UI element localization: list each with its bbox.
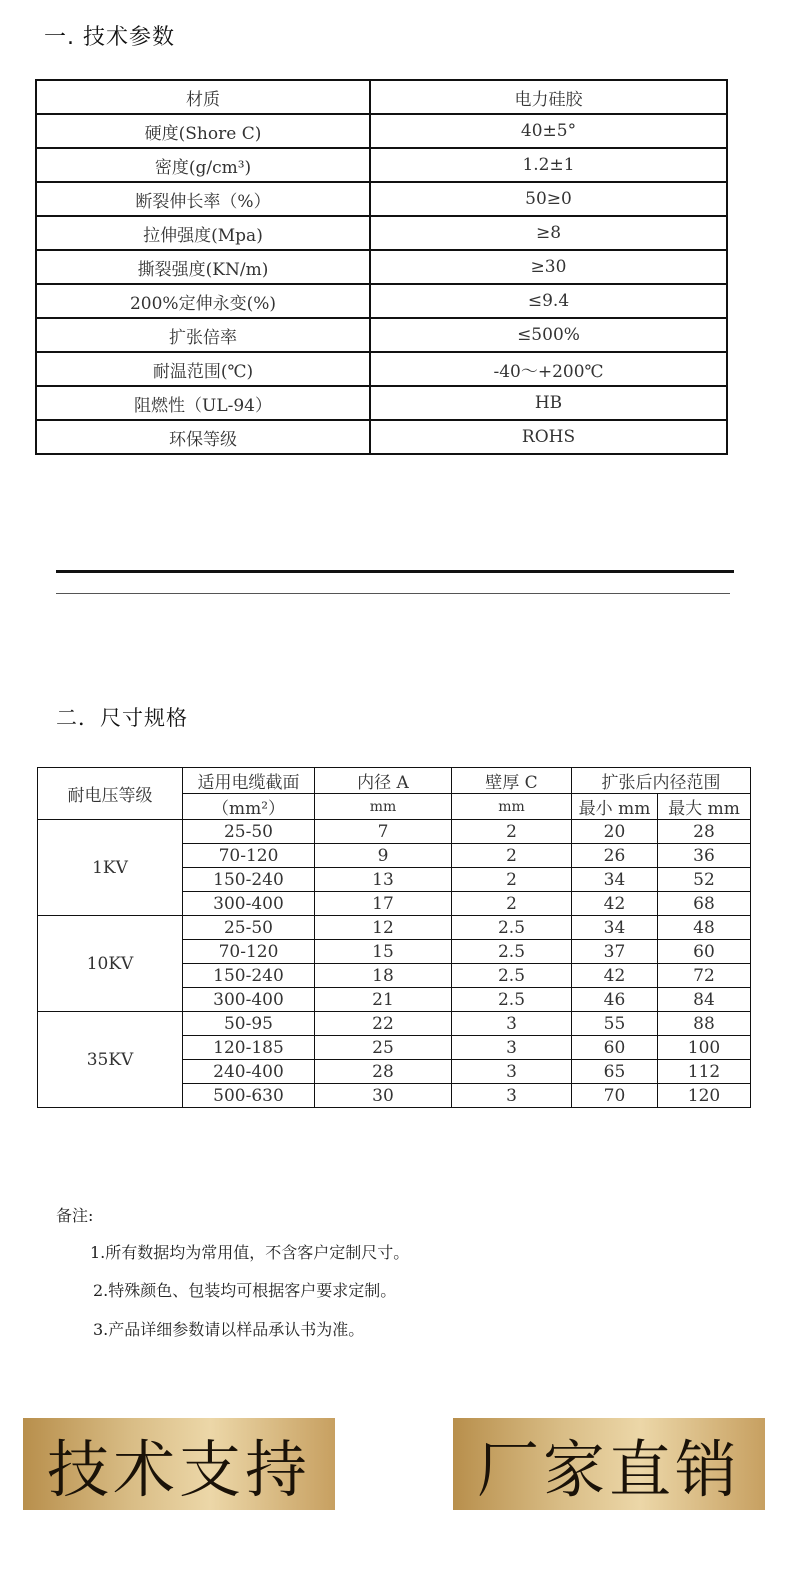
cable-section: 300-400 xyxy=(183,892,315,916)
expanded-min: 42 xyxy=(572,964,658,988)
table-row xyxy=(36,352,727,386)
voltage-class: 35KV xyxy=(38,1012,183,1108)
wall-thickness: 2.5 xyxy=(452,940,572,964)
wall-thickness: 3 xyxy=(452,1084,572,1108)
cable-section: 25-50 xyxy=(183,820,315,844)
param-name: 撕裂强度(KN/m) xyxy=(36,250,370,284)
expanded-min: 34 xyxy=(572,868,658,892)
cable-section: 70-120 xyxy=(183,844,315,868)
expanded-max: 60 xyxy=(658,940,751,964)
table-row xyxy=(36,148,727,182)
param-value: 40±5° xyxy=(370,114,727,148)
expanded-max: 36 xyxy=(658,844,751,868)
table-row xyxy=(36,250,727,284)
wall-thickness: 2.5 xyxy=(452,988,572,1012)
table-row xyxy=(38,820,751,844)
tech-support-label: 技术支持 xyxy=(46,1432,311,1506)
inner-diameter: 25 xyxy=(315,1036,452,1060)
cable-section: 25-50 xyxy=(183,916,315,940)
expanded-max: 72 xyxy=(658,964,751,988)
cable-section: 70-120 xyxy=(183,940,315,964)
table-row xyxy=(36,420,727,454)
cable-section: 50-95 xyxy=(183,1012,315,1036)
param-name: 硬度(Shore C) xyxy=(36,114,370,148)
inner-diameter: 21 xyxy=(315,988,452,1012)
wall-thickness: 2 xyxy=(452,868,572,892)
expanded-min: 34 xyxy=(572,916,658,940)
header-min: 最小 mm xyxy=(572,794,658,820)
header-max: 最大 mm xyxy=(658,794,751,820)
header-voltage: 耐电压等级 xyxy=(38,768,183,820)
table-row xyxy=(36,318,727,352)
expanded-max: 112 xyxy=(658,1060,751,1084)
section2-title: 二．尺寸规格 xyxy=(56,706,188,730)
expanded-max: 52 xyxy=(658,868,751,892)
param-value: ≤500% xyxy=(370,318,727,352)
expanded-min: 55 xyxy=(572,1012,658,1036)
wall-thickness: 2 xyxy=(452,892,572,916)
cable-section: 500-630 xyxy=(183,1084,315,1108)
param-name: 耐温范围(℃) xyxy=(36,352,370,386)
expanded-max: 68 xyxy=(658,892,751,916)
note-item: 3.产品详细参数请以样品承认书为准。 xyxy=(93,1320,365,1339)
param-name: 断裂伸长率（%） xyxy=(36,182,370,216)
wall-thickness: 3 xyxy=(452,1060,572,1084)
factory-direct-banner xyxy=(453,1418,765,1510)
expanded-min: 46 xyxy=(572,988,658,1012)
wall-thickness: 2.5 xyxy=(452,964,572,988)
wall-thickness: 3 xyxy=(452,1012,572,1036)
expanded-max: 100 xyxy=(658,1036,751,1060)
header-inner: 内径 A xyxy=(315,768,452,794)
param-value: 50≥0 xyxy=(370,182,727,216)
table-row xyxy=(36,80,727,114)
table-row xyxy=(38,1012,751,1036)
note-item: 1.所有数据均为常用值，不含客户定制尺寸。 xyxy=(90,1243,410,1262)
param-value: 电力硅胶 xyxy=(370,80,727,114)
wall-thickness: 2.5 xyxy=(452,916,572,940)
expanded-min: 20 xyxy=(572,820,658,844)
inner-diameter: 18 xyxy=(315,964,452,988)
notes-title: 备注: xyxy=(56,1206,94,1225)
table-row xyxy=(36,386,727,420)
param-value: ≥30 xyxy=(370,250,727,284)
param-name: 环保等级 xyxy=(36,420,370,454)
header-section: 适用电缆截面 xyxy=(183,768,315,794)
voltage-class: 10KV xyxy=(38,916,183,1012)
note-item: 2.特殊颜色、包装均可根据客户要求定制。 xyxy=(93,1281,397,1300)
tech-params-table xyxy=(35,79,728,455)
inner-diameter: 7 xyxy=(315,820,452,844)
inner-diameter: 17 xyxy=(315,892,452,916)
param-name: 材质 xyxy=(36,80,370,114)
size-spec-table xyxy=(37,767,751,1108)
expanded-min: 42 xyxy=(572,892,658,916)
section1-title: 一. 技术参数 xyxy=(44,25,175,50)
cable-section: 150-240 xyxy=(183,868,315,892)
expanded-max: 48 xyxy=(658,916,751,940)
cable-section: 300-400 xyxy=(183,988,315,1012)
header-section-unit: （mm²） xyxy=(183,794,315,820)
wall-thickness: 2 xyxy=(452,844,572,868)
divider-thick xyxy=(56,570,734,573)
inner-diameter: 22 xyxy=(315,1012,452,1036)
cable-section: 120-185 xyxy=(183,1036,315,1060)
tech-support-banner xyxy=(23,1418,335,1510)
table-row xyxy=(36,182,727,216)
cable-section: 240-400 xyxy=(183,1060,315,1084)
table-row xyxy=(36,114,727,148)
voltage-class: 1KV xyxy=(38,820,183,916)
inner-diameter: 30 xyxy=(315,1084,452,1108)
param-value: ≥8 xyxy=(370,216,727,250)
header-expanded: 扩张后内径范围 xyxy=(572,768,751,794)
param-name: 密度(g/cm³) xyxy=(36,148,370,182)
param-name: 扩张倍率 xyxy=(36,318,370,352)
param-value: ROHS xyxy=(370,420,727,454)
expanded-max: 120 xyxy=(658,1084,751,1108)
param-value: HB xyxy=(370,386,727,420)
param-value: 1.2±1 xyxy=(370,148,727,182)
inner-diameter: 13 xyxy=(315,868,452,892)
table-row xyxy=(36,216,727,250)
wall-thickness: 2 xyxy=(452,820,572,844)
param-value: ≤9.4 xyxy=(370,284,727,318)
header-wall-unit: mm xyxy=(452,794,572,820)
divider-thin xyxy=(56,593,730,594)
table-row xyxy=(38,916,751,940)
expanded-min: 26 xyxy=(572,844,658,868)
header-inner-unit: mm xyxy=(315,794,452,820)
header-wall: 壁厚 C xyxy=(452,768,572,794)
factory-direct-label: 厂家直销 xyxy=(476,1432,741,1506)
inner-diameter: 15 xyxy=(315,940,452,964)
param-name: 阻燃性（UL-94） xyxy=(36,386,370,420)
param-name: 拉伸强度(Mpa) xyxy=(36,216,370,250)
expanded-max: 88 xyxy=(658,1012,751,1036)
cable-section: 150-240 xyxy=(183,964,315,988)
inner-diameter: 28 xyxy=(315,1060,452,1084)
inner-diameter: 12 xyxy=(315,916,452,940)
inner-diameter: 9 xyxy=(315,844,452,868)
expanded-min: 60 xyxy=(572,1036,658,1060)
expanded-max: 84 xyxy=(658,988,751,1012)
expanded-min: 65 xyxy=(572,1060,658,1084)
expanded-min: 70 xyxy=(572,1084,658,1108)
expanded-max: 28 xyxy=(658,820,751,844)
table-row xyxy=(36,284,727,318)
param-name: 200%定伸永变(%) xyxy=(36,284,370,318)
param-value: -40～+200℃ xyxy=(370,352,727,386)
wall-thickness: 3 xyxy=(452,1036,572,1060)
expanded-min: 37 xyxy=(572,940,658,964)
